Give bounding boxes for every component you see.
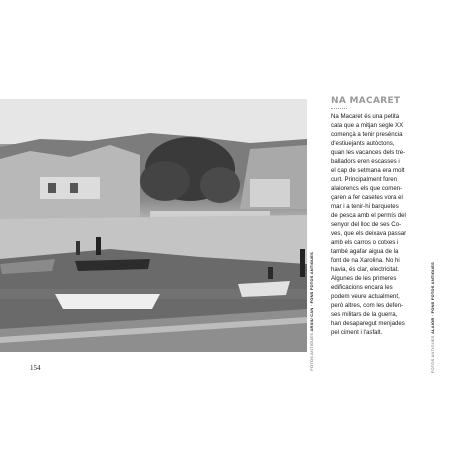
side-label-source: ALAIOR · FONS FOTOS ANTIGUES bbox=[430, 262, 435, 335]
section-title: NA MACARET bbox=[331, 96, 401, 106]
side-running-label bbox=[430, 262, 435, 373]
title-divider bbox=[331, 108, 347, 109]
side-label-prefix: FOTOS ANTIGUES bbox=[430, 335, 435, 374]
body-line: senyor del lloc de ses Co- bbox=[331, 221, 402, 228]
body-line: començà a tenir presència bbox=[331, 131, 403, 138]
body-line: però altres, com les defen- bbox=[331, 302, 404, 309]
body-line: d'estiuejants autòctons, bbox=[331, 140, 395, 147]
photo-credit bbox=[309, 252, 314, 371]
body-line: font de na Xarolina. No hi bbox=[331, 257, 400, 264]
body-line: han desaparegut menjades bbox=[331, 320, 405, 327]
body-line: mar i a tenir-hi barquetes bbox=[331, 203, 399, 210]
photo-credit-source: ARXIU CAN · FONS FOTOS ANTIGUES bbox=[309, 252, 314, 332]
body-line: Algunes de les primeres bbox=[331, 275, 397, 282]
body-line: balladors eren escasses i bbox=[331, 158, 400, 165]
photo-illustration bbox=[0, 99, 307, 352]
body-line: amb els carros o cotxes i bbox=[331, 239, 399, 246]
body-line: també agafar aigua de la bbox=[331, 248, 399, 255]
page-number: 154 bbox=[30, 364, 41, 372]
body-line: podem veure actualment, bbox=[331, 293, 400, 300]
body-line: alaiorencs els que comen- bbox=[331, 185, 403, 192]
body-line: de pesca amb el permís del bbox=[331, 212, 406, 219]
body-line: el cap de setmana era molt bbox=[331, 167, 405, 174]
body-line: quan les vacances dels tre- bbox=[331, 149, 406, 156]
body-line: havia, és clar, electricitat. bbox=[331, 266, 400, 273]
body-line: curt. Principalment foren bbox=[331, 176, 398, 183]
body-line: edificacions encara les bbox=[331, 284, 393, 291]
body-line: cala que a mitjan segle XX bbox=[331, 122, 404, 129]
body-line: ses militars de la guerra, bbox=[331, 311, 398, 318]
body-line: ves, que els deixava passar bbox=[331, 230, 407, 237]
photo-credit-prefix: FOTOS ANTIGUES bbox=[309, 332, 314, 371]
body-line: çaren a fer casetes vora el bbox=[331, 194, 403, 201]
body-text bbox=[331, 112, 423, 337]
body-line: Na Macaret és una petita bbox=[331, 113, 400, 120]
body-line: pel ciment i l'asfalt. bbox=[331, 329, 383, 336]
historical-photo bbox=[0, 99, 307, 352]
